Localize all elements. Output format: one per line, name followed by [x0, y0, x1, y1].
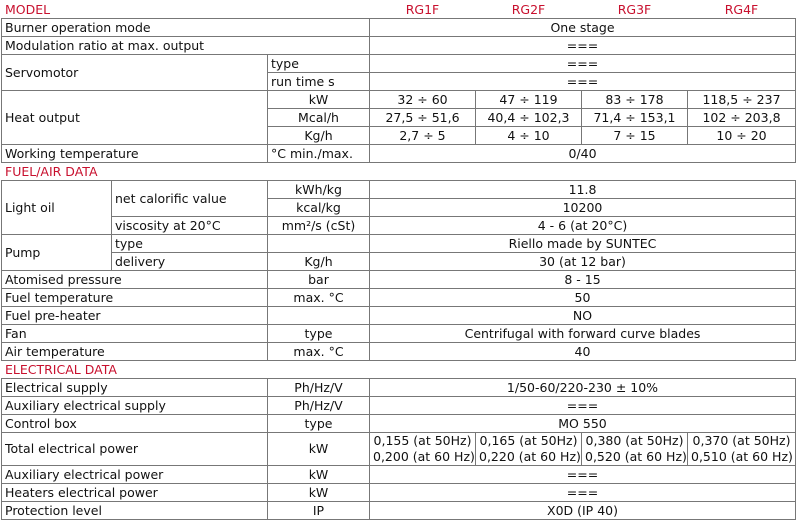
- section-title: ELECTRICAL DATA: [2, 361, 796, 379]
- row-value: 8 - 15: [370, 271, 796, 289]
- row-value: 1/50-60/220-230 ± 10%: [370, 379, 796, 397]
- cell-value: 71,4 ÷ 153,1: [582, 109, 688, 127]
- row-value: ===: [370, 73, 796, 91]
- pump-delivery-row: [2, 253, 796, 271]
- row-value: Riello made by SUNTEC: [370, 235, 796, 253]
- row-unit: type: [268, 325, 370, 343]
- control-box-row: [2, 415, 796, 433]
- row-label: Fuel temperature: [2, 289, 268, 307]
- cell-value: 2,7 ÷ 5: [370, 127, 476, 145]
- row-label: Auxiliary electrical power: [2, 466, 268, 484]
- row-value: NO: [370, 307, 796, 325]
- aux-supply-row: [2, 397, 796, 415]
- row-label: Heat output: [2, 91, 268, 145]
- cell-value: [370, 433, 476, 466]
- row-unit: mm²/s (cSt): [268, 217, 370, 235]
- spec-table: [1, 0, 796, 520]
- row-value: ===: [370, 466, 796, 484]
- cell-value: 40,4 ÷ 102,3: [476, 109, 582, 127]
- value-50hz: 0,380 (at 50Hz): [585, 433, 684, 448]
- row-unit: [268, 235, 370, 253]
- cell-value: 118,5 ÷ 237: [688, 91, 796, 109]
- pump-type-row: [2, 235, 796, 253]
- row-value: 11.8: [370, 181, 796, 199]
- fuel-temp-row: [2, 289, 796, 307]
- electrical-supply-row: [2, 379, 796, 397]
- working-temp-row: [2, 145, 796, 163]
- cell-value: [476, 433, 582, 466]
- row-sublabel: viscosity at 20°C: [112, 217, 268, 235]
- row-unit: max. °C: [268, 343, 370, 361]
- row-unit: Kg/h: [268, 253, 370, 271]
- section-title: FUEL/AIR DATA: [2, 163, 796, 181]
- row-label: Servomotor: [2, 55, 268, 91]
- section-fuel-air: [2, 163, 796, 181]
- row-unit: IP: [268, 502, 370, 520]
- row-label: Electrical supply: [2, 379, 268, 397]
- row-unit: bar: [268, 271, 370, 289]
- row-label: Fan: [2, 325, 268, 343]
- value-60hz: 0,520 (at 60 Hz): [585, 449, 687, 464]
- cell-value: 47 ÷ 119: [476, 91, 582, 109]
- row-value: ===: [370, 55, 796, 73]
- row-label: Modulation ratio at max. output: [2, 37, 370, 55]
- operation-mode-row: [2, 19, 796, 37]
- row-value: ===: [370, 484, 796, 502]
- row-unit: run time s: [268, 73, 370, 91]
- value-50hz: 0,370 (at 50Hz): [692, 433, 791, 448]
- cell-value: 4 ÷ 10: [476, 127, 582, 145]
- heaters-power-row: [2, 484, 796, 502]
- row-unit: Kg/h: [268, 127, 370, 145]
- row-label: Air temperature: [2, 343, 268, 361]
- section-electrical: [2, 361, 796, 379]
- row-label: Total electrical power: [2, 433, 268, 466]
- pre-heater-row: [2, 307, 796, 325]
- row-sublabel: type: [112, 235, 268, 253]
- value-60hz: 0,220 (at 60 Hz): [479, 449, 581, 464]
- row-value: One stage: [370, 19, 796, 37]
- row-value: 4 - 6 (at 20°C): [370, 217, 796, 235]
- aux-power-row: [2, 466, 796, 484]
- atomised-pressure-row: [2, 271, 796, 289]
- row-value: 0/40: [370, 145, 796, 163]
- model-header-row: [2, 1, 796, 19]
- value-60hz: 0,510 (at 60 Hz): [691, 449, 793, 464]
- value-60hz: 0,200 (at 60 Hz): [373, 449, 475, 464]
- cell-value: 83 ÷ 178: [582, 91, 688, 109]
- row-value: 40: [370, 343, 796, 361]
- row-value: ===: [370, 397, 796, 415]
- heat-output-kw-row: [2, 91, 796, 109]
- row-label: Burner operation mode: [2, 19, 370, 37]
- row-label: Atomised pressure: [2, 271, 268, 289]
- row-label: Heaters electrical power: [2, 484, 268, 502]
- model-rg4f: RG4F: [688, 1, 796, 19]
- row-value: 10200: [370, 199, 796, 217]
- row-unit: type: [268, 55, 370, 73]
- light-oil-viscosity-row: [2, 217, 796, 235]
- cell-value: 7 ÷ 15: [582, 127, 688, 145]
- model-rg3f: RG3F: [582, 1, 688, 19]
- row-unit: kW: [268, 466, 370, 484]
- value-50hz: 0,165 (at 50Hz): [479, 433, 578, 448]
- cell-value: [582, 433, 688, 466]
- row-label: Working temperature: [2, 145, 268, 163]
- model-rg1f: RG1F: [370, 1, 476, 19]
- row-value: X0D (IP 40): [370, 502, 796, 520]
- row-unit: kcal/kg: [268, 199, 370, 217]
- servomotor-row: [2, 55, 796, 73]
- row-unit: type: [268, 415, 370, 433]
- light-oil-kwh-row: [2, 181, 796, 199]
- row-unit: °C min./max.: [268, 145, 370, 163]
- row-value: ===: [370, 37, 796, 55]
- model-rg2f: RG2F: [476, 1, 582, 19]
- row-label: Control box: [2, 415, 268, 433]
- row-unit: Mcal/h: [268, 109, 370, 127]
- air-temp-row: [2, 343, 796, 361]
- cell-value: 102 ÷ 203,8: [688, 109, 796, 127]
- protection-level-row: [2, 502, 796, 520]
- cell-value: 27,5 ÷ 51,6: [370, 109, 476, 127]
- row-sublabel: delivery: [112, 253, 268, 271]
- row-label: Auxiliary electrical supply: [2, 397, 268, 415]
- row-unit: Ph/Hz/V: [268, 379, 370, 397]
- row-label: Pump: [2, 235, 112, 271]
- row-value: 50: [370, 289, 796, 307]
- row-unit: [268, 307, 370, 325]
- row-value: 30 (at 12 bar): [370, 253, 796, 271]
- row-unit: kW: [268, 433, 370, 466]
- row-unit: Ph/Hz/V: [268, 397, 370, 415]
- row-value: MO 550: [370, 415, 796, 433]
- total-power-row: [2, 433, 796, 466]
- row-unit: kW: [268, 91, 370, 109]
- row-sublabel: net calorific value: [112, 181, 268, 217]
- value-50hz: 0,155 (at 50Hz): [373, 433, 472, 448]
- model-label: MODEL: [2, 1, 370, 19]
- cell-value: 32 ÷ 60: [370, 91, 476, 109]
- fan-row: [2, 325, 796, 343]
- row-unit: kW: [268, 484, 370, 502]
- cell-value: [688, 433, 796, 466]
- row-value: Centrifugal with forward curve blades: [370, 325, 796, 343]
- cell-value: 10 ÷ 20: [688, 127, 796, 145]
- row-label: Fuel pre-heater: [2, 307, 268, 325]
- row-label: Light oil: [2, 181, 112, 235]
- modulation-row: [2, 37, 796, 55]
- row-unit: kWh/kg: [268, 181, 370, 199]
- row-label: Protection level: [2, 502, 268, 520]
- row-unit: max. °C: [268, 289, 370, 307]
